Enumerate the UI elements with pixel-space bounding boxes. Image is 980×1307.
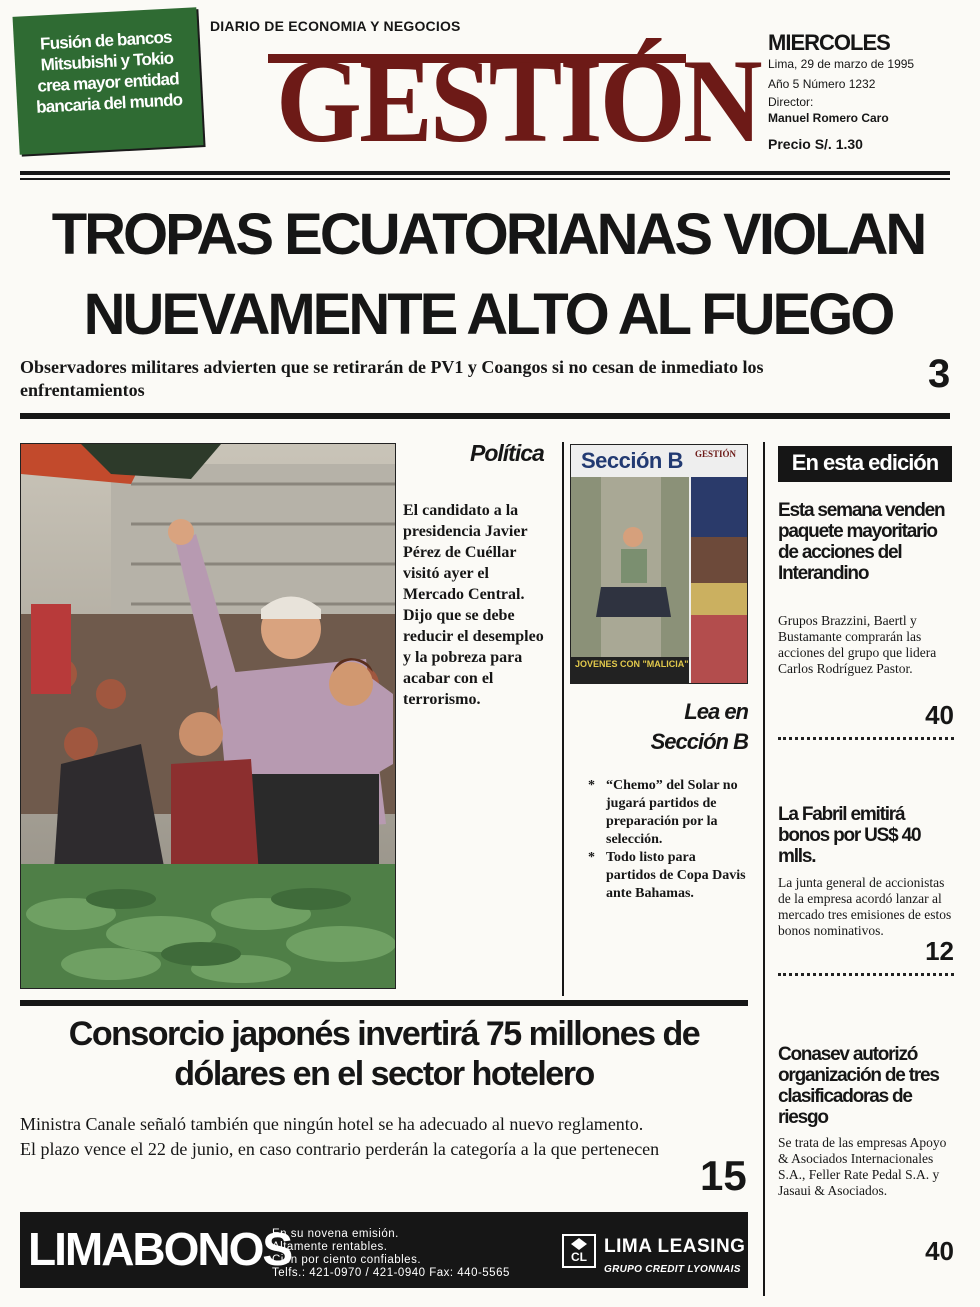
promo-line: Fusión de bancos xyxy=(39,27,173,54)
photo-illustration xyxy=(21,444,395,988)
date-block xyxy=(768,30,914,152)
story-body: Ministra Canale señaló también que ningún hotel se ha adecuado al nuevo reglamento. El plazo vence el 22 de junio, en caso contrario perderán la categoría a la que pertenecen xyxy=(20,1114,660,1159)
newspaper-logo: GESTIÓN xyxy=(276,34,760,167)
sidebar-header-label: En esta edición xyxy=(791,450,939,475)
director-label: Director: xyxy=(768,95,814,109)
section-b-label[interactable] xyxy=(640,697,748,757)
sidebar-item-title[interactable]: Conasev autorizó organización de tres clasificadoras de riesgo xyxy=(778,1044,939,1128)
headline-line: NUEVAMENTE ALTO AL FUEGO xyxy=(83,282,893,347)
headline-line: TROPAS ECUATORIANAS VIOLAN xyxy=(51,202,925,267)
ad-line: Cien por ciento confiables. xyxy=(272,1254,422,1266)
logo-symbol-icon xyxy=(571,1238,587,1250)
director-name: Manuel Romero Caro xyxy=(768,111,889,125)
section-b-list xyxy=(588,777,748,903)
section-b-thumb-caption: JOVENES CON "MALICIA" xyxy=(575,659,689,669)
lead-subhead: Observadores militares advierten que se retirarán de PV1 y Coangos si no cesan de inmediato los enfrentamientos xyxy=(20,357,764,400)
sidebar-item-body: Se trata de las empresas Apoyo & Asociados Internacionales S.A., Feller Rate Pedal S.A. y Jasaui & Asociados. xyxy=(778,1135,947,1198)
sidebar-item-body: La junta general de accionistas de la empresa acordó lanzar al mercado tres emisiones de estos bonos nominativos. xyxy=(778,875,952,938)
ad-group: GRUPO CREDIT LYONNAIS xyxy=(604,1264,741,1275)
ad-line: Telfs.: 421-0970 / 421-0940 Fax: 440-5565 xyxy=(272,1267,510,1279)
column-divider-right xyxy=(763,442,765,1296)
promo-box[interactable] xyxy=(13,7,204,154)
price: Precio S/. 1.30 xyxy=(768,136,863,152)
issue-date: Lima, 29 de marzo de 1995 xyxy=(768,57,915,71)
column-divider xyxy=(562,442,564,996)
lead-photo xyxy=(20,443,396,989)
sidebar-item-title[interactable]: La Fabril emitirá bonos por US$ 40 mlls. xyxy=(778,804,921,867)
masthead-rule-thin xyxy=(20,178,950,180)
section-b-thumb-title: Sección B xyxy=(581,448,683,473)
section-b-thumbnail[interactable] xyxy=(570,444,748,684)
section-b-label-line: Sección B xyxy=(650,729,748,754)
page-reference[interactable]: 40 xyxy=(925,700,954,730)
weekday: MIERCOLES xyxy=(768,30,890,55)
section-rule xyxy=(20,1000,748,1006)
section-b-thumb-image xyxy=(571,477,747,683)
section-b-thumb-logo: GESTIÓN xyxy=(695,449,737,459)
sidebar-item-title[interactable]: Esta semana venden paquete mayoritario de acciones del Interandino xyxy=(778,500,945,584)
dotted-divider xyxy=(778,973,954,976)
promo-text xyxy=(19,26,195,119)
newspaper-tagline: DIARIO DE ECONOMIA Y NEGOCIOS xyxy=(210,18,461,34)
sidebar-header xyxy=(778,446,952,482)
masthead-rule xyxy=(20,171,950,175)
story-headline[interactable]: Consorcio japonés invertirá 75 millones de dólares en el sector hotelero xyxy=(68,1015,700,1093)
promo-line: crea mayor entidad xyxy=(36,69,180,96)
ad-company: LIMA LEASING xyxy=(604,1236,746,1257)
section-label-politica[interactable]: Política xyxy=(470,440,544,466)
lead-headline[interactable] xyxy=(28,195,948,355)
lima-leasing-logo-icon xyxy=(562,1234,596,1268)
ad-line: En su novena emisión. xyxy=(272,1228,399,1240)
promo-line: Mitsubishi y Tokio xyxy=(40,48,174,75)
ad-brand: LIMABONOS xyxy=(28,1223,292,1275)
dotted-divider xyxy=(778,737,954,740)
ad-logo-text: CL xyxy=(571,1250,587,1264)
list-item[interactable]: * Todo listo para partidos de Copa Davis ante Bahamas. xyxy=(588,849,748,903)
politica-body: El candidato a la presidencia Javier Pérez de Cuéllar visitó ayer el Mercado Central. Dijo que se debe reducir el desempleo y la pobreza para acabar con el terrorismo. xyxy=(403,502,544,708)
list-item[interactable]: * “Chemo” del Solar no jugará partidos de preparación por la selección. xyxy=(588,777,748,849)
page-reference[interactable]: 3 xyxy=(928,352,951,396)
page-reference[interactable]: 12 xyxy=(925,936,954,966)
advertisement[interactable] xyxy=(20,1212,748,1288)
page-reference[interactable]: 15 xyxy=(700,1152,747,1199)
issue-number: Año 5 Número 1232 xyxy=(768,77,876,91)
page-reference[interactable]: 40 xyxy=(925,1236,954,1266)
ad-line: Altamente rentables. xyxy=(272,1241,388,1253)
section-rule xyxy=(20,413,950,419)
sidebar-item-body: Grupos Brazzini, Baertl y Bustamante comprarán las acciones del grupo que lidera Carlos Rodríguez Pastor. xyxy=(778,613,937,676)
section-b-label-line: Lea en xyxy=(684,699,748,724)
promo-line: bancaria del mundo xyxy=(35,90,183,117)
ad-text xyxy=(272,1228,510,1280)
